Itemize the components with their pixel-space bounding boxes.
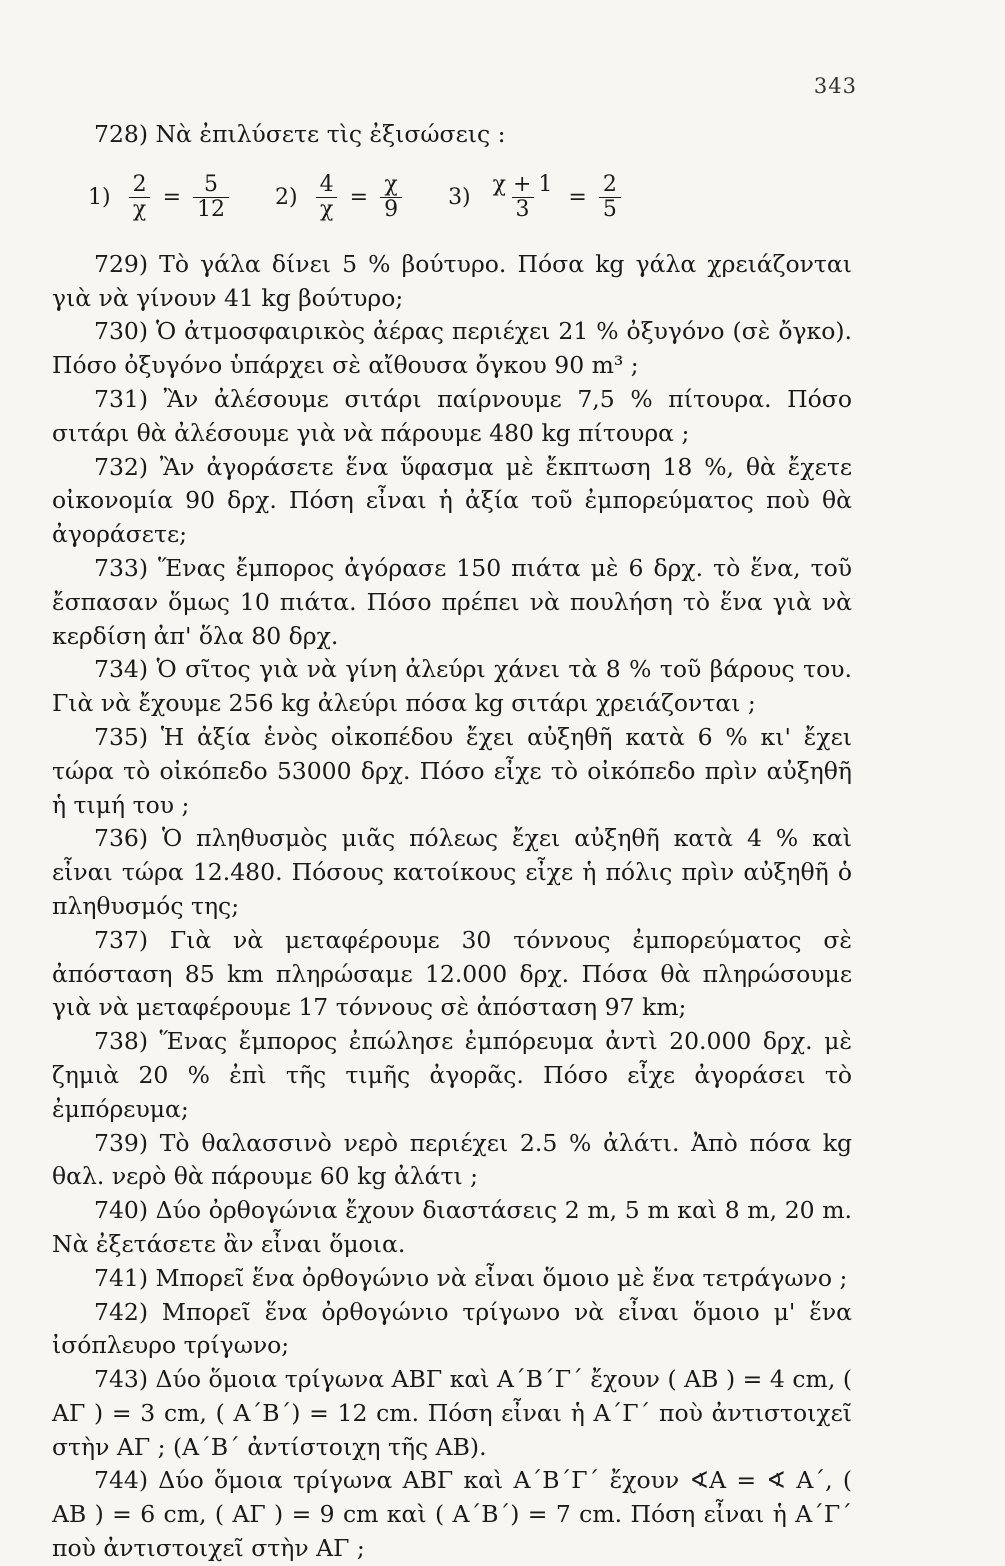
problem-732: 732) Ἂν ἀγοράσετε ἕνα ὕφασμα μὲ ἔκπτωση 18 %, θὰ ἔχετε οἰκονομία 90 δρχ. Πόση εἶναι ἡ ἀξία τοῦ ἐμπορεύματος ποὺ θὰ ἀγοράσετε; [52, 452, 852, 549]
fraction [129, 173, 151, 222]
numerator: 5 [204, 172, 219, 198]
fraction [489, 173, 557, 222]
equation-3 [448, 173, 627, 222]
denominator: χ [129, 197, 150, 222]
problem-734: 734) Ὁ σῖτος γιὰ νὰ γίνη ἀλεύρι χάνει τὰ 8 % τοῦ βάρους του. Γιὰ νὰ ἔχουμε 256 kg ἀλεύρι πόσα kg σιτάρι χρειάζονται ; [52, 655, 852, 718]
equals-sign: = [349, 184, 369, 210]
denominator: 9 [380, 197, 402, 222]
problem-739: 739) Τὸ θαλασσινὸ νερὸ περιέχει 2.5 % ἀλάτι. Ἀπὸ πόσα kg θαλ. νερὸ θὰ πάρουμε 60 kg ἀλάτι ; [52, 1128, 852, 1191]
denominator: 12 [193, 197, 229, 222]
problem-728: 728) Νὰ ἐπιλύσετε τὶς ἐξισώσεις : [94, 120, 506, 148]
problem-738: 738) Ἕνας ἔμπορος ἐπώλησε ἐμπόρευμα ἀντὶ 20.000 δρχ. μὲ ζημιὰ 20 % ἐπὶ τῆς τιμῆς ἀγορᾶς. Πόσο εἶχε ἀγοράσει τὸ ἐμπόρευμα; [52, 1027, 852, 1123]
equation-label: 3) [448, 184, 471, 210]
problem-744: 744) Δύο ὅμοια τρίγωνα ΑΒΓ καὶ Α΄Β΄Γ΄ ἔχουν ∢Α = ∢ Α΄, ( ΑΒ ) = 6 cm, ( ΑΓ ) = 9 cm καὶ ( Α΄Β΄) = 7 cm. Πόση εἶναι ἡ Α΄Γ΄ ποὺ ἀντιστοιχεῖ στὴν ΑΓ ; [52, 1466, 852, 1563]
equals-sign: = [568, 184, 587, 210]
problems-list [52, 118, 852, 1566]
numerator: 4 [319, 172, 334, 198]
problem-731: 731) Ἂν ἀλέσουμε σιτάρι παίρνουμε 7,5 % πίτουρα. Πόσο σιτάρι θὰ ἀλέσουμε γιὰ νὰ πάρουμε 480 kg πίτουρα ; [52, 384, 852, 447]
problem-743: 743) Δύο ὅμοια τρίγωνα ΑΒΓ καὶ Α΄Β΄Γ΄ ἔχουν ( ΑΒ ) = 4 cm, ( ΑΓ ) = 3 cm, ( Α΄Β΄) = 12 cm. Πόση εἶναι ἡ Α΄Γ΄ ποὺ ἀντιστοιχεῖ στὴν ΑΓ ; (Α΄Β΄ ἀντίστοιχη τῆς ΑΒ). [52, 1365, 852, 1461]
equation-1 [88, 173, 235, 222]
problem-736: 736) Ὁ πληθυσμὸς μιᾶς πόλεως ἔχει αὐξηθῆ κατὰ 4 % καὶ εἶναι τώρα 12.480. Πόσους κατοίκους εἶχε ἡ πόλις πρὶν αὐξηθῆ ὁ πληθυσμός της; [52, 824, 852, 920]
numerator: 2 [132, 172, 147, 198]
equation-label: 1) [88, 184, 111, 210]
problem-729: 729) Τὸ γάλα δίνει 5 % βούτυρο. Πόσα kg γάλα χρειάζονται γιὰ νὰ γίνουν 41 kg βούτυρο; [52, 249, 852, 312]
problem-740: 740) Δύο ὀρθογώνια ἔχουν διαστάσεις 2 m, 5 m καὶ 8 m, 20 m. Νὰ ἐξετάσετε ἂν εἶναι ὅμοια. [52, 1196, 852, 1258]
numerator: χ + 1 [492, 172, 553, 198]
fraction [316, 173, 338, 222]
denominator: χ [316, 197, 337, 222]
numerator: 2 [602, 172, 617, 198]
fraction [380, 173, 402, 222]
equals-sign: = [162, 184, 182, 210]
problem-737: 737) Γιὰ νὰ μεταφέρουμε 30 τόννους ἐμπορεύματος σὲ ἀπόσταση 85 km πληρώσαμε 12.000 δρχ. Πόσα θὰ πληρώσουμε γιὰ νὰ μεταφέρουμε 17 τόννους σὲ ἀπόσταση 97 km; [52, 925, 852, 1022]
equations-row [52, 154, 852, 242]
fraction [599, 173, 621, 222]
page-number: 343 [813, 74, 857, 98]
problem-742: 742) Μπορεῖ ἕνα ὀρθογώνιο τρίγωνο νὰ εἶναι ὅμοιο μ' ἕνα ἰσόπλευρο τρίγωνο; [52, 1297, 852, 1360]
fraction [193, 173, 229, 222]
problem-733: 733) Ἕνας ἔμπορος ἀγόρασε 150 πιάτα μὲ 6 δρχ. τὸ ἕνα, τοῦ ἔσπασαν ὅμως 10 πιάτα. Πόσο πρέπει νὰ πουλήση τὸ ἕνα γιὰ νὰ κερδίση ἀπ' ὅλα 80 δρχ. [52, 553, 852, 650]
numerator: χ [384, 172, 398, 198]
equation-2 [275, 173, 408, 222]
problem-730: 730) Ὁ ἀτμοσφαιρικὸς ἀέρας περιέχει 21 % ὀξυγόνο (σὲ ὄγκο). Πόσο ὀξυγόνο ὑπάρχει σὲ αἴθουσα ὄγκου 90 m³ ; [52, 317, 852, 380]
denominator: 5 [599, 197, 621, 222]
problem-741: 741) Μπορεῖ ἕνα ὀρθογώνιο νὰ εἶναι ὅμοιο μὲ ἕνα τετράγωνο ; [94, 1263, 848, 1292]
problem-735: 735) Ἡ ἀξία ἑνὸς οἰκοπέδου ἔχει αὐξηθῆ κατὰ 6 % κι' ἔχει τώρα τὸ οἰκόπεδο 53000 δρχ. Πόσο εἶχε τὸ οἰκόπεδο πρὶν αὐξηθῆ ἡ τιμή του ; [52, 722, 852, 819]
equation-label: 2) [275, 184, 298, 210]
denominator: 3 [512, 197, 534, 222]
